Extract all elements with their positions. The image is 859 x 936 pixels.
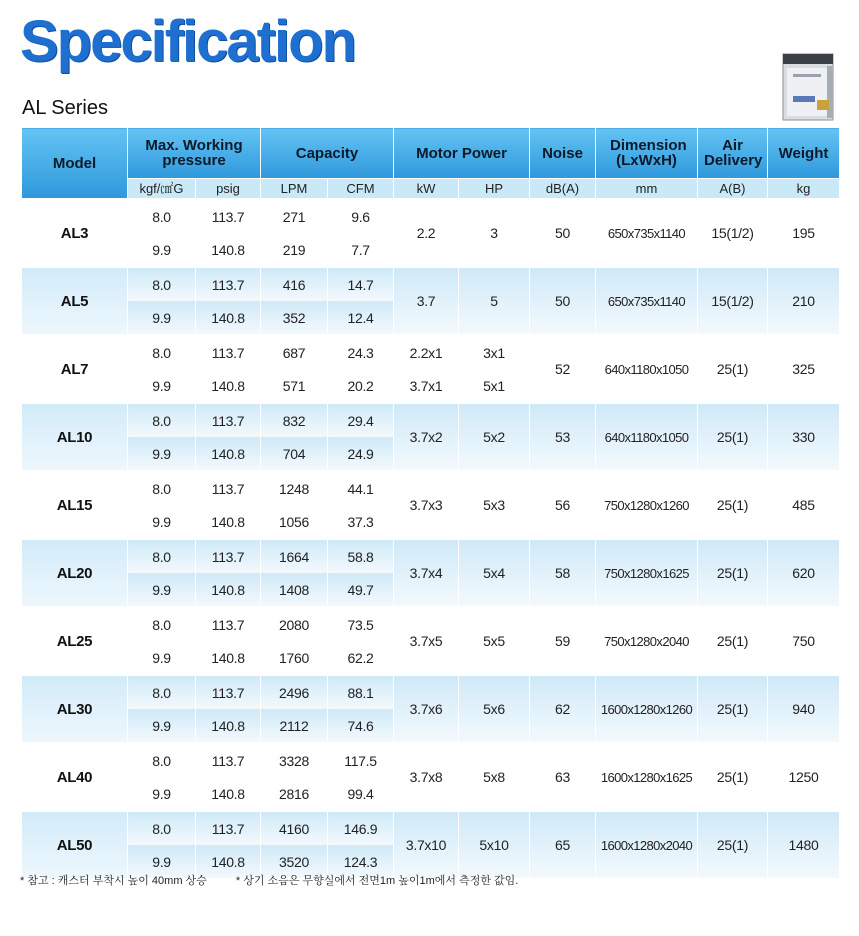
weight-cell: 325 [768, 335, 840, 403]
pressure-psig-cell: 140.8 [196, 369, 261, 403]
pressure-kgf-cell: 8.0 [128, 539, 196, 573]
capacity-lpm-cell: 219 [261, 233, 328, 267]
capacity-lpm-cell: 352 [261, 301, 328, 335]
capacity-cfm-cell: 20.2 [328, 369, 394, 403]
capacity-cfm-cell: 37.3 [328, 505, 394, 539]
capacity-cfm-cell: 124.3 [328, 845, 394, 878]
unit-dba: dB(A) [530, 179, 596, 200]
noise-cell: 50 [530, 199, 596, 267]
capacity-cfm-cell: 14.7 [328, 267, 394, 301]
dimension-cell: 1600x1280x1625 [596, 743, 698, 811]
weight-cell: 210 [768, 267, 840, 335]
capacity-cfm-cell: 7.7 [328, 233, 394, 267]
dimension-cell: 1600x1280x2040 [596, 811, 698, 878]
capacity-lpm-cell: 1408 [261, 573, 328, 607]
pressure-psig-cell: 140.8 [196, 301, 261, 335]
pressure-kgf-cell: 8.0 [128, 743, 196, 777]
motor-hp-cell: 5x8 [459, 743, 530, 811]
air-delivery-cell: 25(1) [698, 675, 768, 743]
pressure-psig-cell: 113.7 [196, 199, 261, 233]
noise-cell: 59 [530, 607, 596, 675]
pressure-kgf-cell: 9.9 [128, 777, 196, 811]
pressure-kgf-cell: 8.0 [128, 607, 196, 641]
motor-hp-cell: 3 [459, 199, 530, 267]
pressure-kgf-cell: 9.9 [128, 369, 196, 403]
header-capacity: Capacity [261, 128, 394, 179]
capacity-lpm-cell: 1056 [261, 505, 328, 539]
capacity-cfm-cell: 99.4 [328, 777, 394, 811]
motor-kw-cell: 3.7x10 [394, 811, 459, 878]
model-cell: AL10 [22, 403, 128, 471]
capacity-cfm-cell: 146.9 [328, 811, 394, 845]
pressure-psig-cell: 140.8 [196, 233, 261, 267]
motor-kw-cell: 3.7x4 [394, 539, 459, 607]
pressure-kgf-cell: 8.0 [128, 403, 196, 437]
pressure-psig-cell: 113.7 [196, 743, 261, 777]
pressure-kgf-cell: 9.9 [128, 845, 196, 878]
dimension-cell: 650x735x1140 [596, 267, 698, 335]
pressure-kgf-cell: 9.9 [128, 641, 196, 675]
capacity-lpm-cell: 2080 [261, 607, 328, 641]
motor-kw-cell: 3.7 [394, 267, 459, 335]
pressure-psig-cell: 140.8 [196, 777, 261, 811]
dimension-cell: 640x1180x1050 [596, 403, 698, 471]
motor-kw-cell: 2.2x1 [394, 335, 459, 369]
table-row [22, 607, 840, 641]
noise-cell: 63 [530, 743, 596, 811]
model-cell: AL30 [22, 675, 128, 743]
capacity-cfm-cell: 24.9 [328, 437, 394, 471]
capacity-cfm-cell: 24.3 [328, 335, 394, 369]
dimension-cell: 750x1280x1260 [596, 471, 698, 539]
pressure-kgf-cell: 9.9 [128, 709, 196, 743]
unit-psig: psig [196, 179, 261, 200]
pressure-kgf-cell: 9.9 [128, 505, 196, 539]
pressure-kgf-cell: 9.9 [128, 301, 196, 335]
model-cell: AL15 [22, 471, 128, 539]
pressure-psig-cell: 140.8 [196, 845, 261, 878]
pressure-psig-cell: 113.7 [196, 539, 261, 573]
table-row [22, 267, 840, 301]
air-delivery-cell: 25(1) [698, 471, 768, 539]
model-cell: AL40 [22, 743, 128, 811]
noise-cell: 65 [530, 811, 596, 878]
motor-kw-cell: 3.7x8 [394, 743, 459, 811]
header-model: Model [22, 128, 128, 200]
capacity-lpm-cell: 1760 [261, 641, 328, 675]
capacity-cfm-cell: 73.5 [328, 607, 394, 641]
pressure-kgf-cell: 9.9 [128, 437, 196, 471]
motor-kw-cell: 3.7x6 [394, 675, 459, 743]
weight-cell: 940 [768, 675, 840, 743]
table-row [22, 199, 840, 233]
motor-hp-cell: 3x1 [459, 335, 530, 369]
weight-cell: 750 [768, 607, 840, 675]
footnote-noise: * 상기 소음은 무향실에서 전면1m 높이1m에서 측정한 값임. [235, 875, 519, 887]
pressure-psig-cell: 113.7 [196, 607, 261, 641]
motor-hp-cell: 5 [459, 267, 530, 335]
air-delivery-cell: 25(1) [698, 743, 768, 811]
pressure-kgf-cell: 8.0 [128, 267, 196, 301]
unit-hp: HP [459, 179, 530, 200]
weight-cell: 485 [768, 471, 840, 539]
capacity-lpm-cell: 2112 [261, 709, 328, 743]
pressure-kgf-cell: 8.0 [128, 811, 196, 845]
noise-cell: 56 [530, 471, 596, 539]
capacity-lpm-cell: 4160 [261, 811, 328, 845]
motor-kw-cell: 3.7x1 [394, 369, 459, 403]
capacity-lpm-cell: 704 [261, 437, 328, 471]
table-header [22, 128, 840, 200]
capacity-lpm-cell: 416 [261, 267, 328, 301]
unit-kg: kg [768, 179, 840, 200]
motor-kw-cell: 3.7x5 [394, 607, 459, 675]
pressure-psig-cell: 113.7 [196, 403, 261, 437]
capacity-lpm-cell: 2496 [261, 675, 328, 709]
pressure-psig-cell: 140.8 [196, 437, 261, 471]
noise-cell: 53 [530, 403, 596, 471]
specification-table [21, 127, 840, 878]
model-cell: AL5 [22, 267, 128, 335]
unit-lpm: LPM [261, 179, 328, 200]
weight-cell: 195 [768, 199, 840, 267]
capacity-cfm-cell: 58.8 [328, 539, 394, 573]
pressure-psig-cell: 140.8 [196, 641, 261, 675]
capacity-cfm-cell: 49.7 [328, 573, 394, 607]
table-row [22, 743, 840, 777]
unit-cfm: CFM [328, 179, 394, 200]
capacity-cfm-cell: 9.6 [328, 199, 394, 233]
air-delivery-cell: 25(1) [698, 607, 768, 675]
header-air-delivery: Air Delivery [698, 128, 768, 179]
footnotes [20, 872, 544, 888]
pressure-psig-cell: 113.7 [196, 267, 261, 301]
capacity-lpm-cell: 1248 [261, 471, 328, 505]
header-pressure: Max. Working pressure [128, 128, 261, 179]
capacity-cfm-cell: 44.1 [328, 471, 394, 505]
unit-ab: A(B) [698, 179, 768, 200]
motor-kw-cell: 2.2 [394, 199, 459, 267]
capacity-lpm-cell: 3328 [261, 743, 328, 777]
capacity-lpm-cell: 2816 [261, 777, 328, 811]
dimension-cell: 640x1180x1050 [596, 335, 698, 403]
dimension-cell: 750x1280x2040 [596, 607, 698, 675]
pressure-kgf-cell: 8.0 [128, 335, 196, 369]
table-row [22, 675, 840, 709]
capacity-cfm-cell: 74.6 [328, 709, 394, 743]
motor-hp-cell: 5x2 [459, 403, 530, 471]
noise-cell: 50 [530, 267, 596, 335]
pressure-kgf-cell: 8.0 [128, 471, 196, 505]
model-cell: AL20 [22, 539, 128, 607]
unit-kgf: kgf/㎠G [128, 179, 196, 200]
header-motor-power: Motor Power [394, 128, 530, 179]
pressure-kgf-cell: 9.9 [128, 573, 196, 607]
pressure-psig-cell: 113.7 [196, 675, 261, 709]
table-row [22, 335, 840, 369]
motor-kw-cell: 3.7x2 [394, 403, 459, 471]
pressure-psig-cell: 140.8 [196, 709, 261, 743]
capacity-cfm-cell: 29.4 [328, 403, 394, 437]
motor-hp-cell: 5x6 [459, 675, 530, 743]
pressure-psig-cell: 140.8 [196, 573, 261, 607]
dimension-cell: 750x1280x1625 [596, 539, 698, 607]
capacity-cfm-cell: 117.5 [328, 743, 394, 777]
footnote-caster: * 참고 : 캐스터 부착시 높이 40mm 상승 [20, 875, 207, 887]
table-row [22, 403, 840, 437]
pressure-psig-cell: 140.8 [196, 505, 261, 539]
capacity-lpm-cell: 3520 [261, 845, 328, 878]
capacity-lpm-cell: 271 [261, 199, 328, 233]
noise-cell: 58 [530, 539, 596, 607]
table-body [22, 199, 840, 878]
unit-kw: kW [394, 179, 459, 200]
model-cell: AL7 [22, 335, 128, 403]
pressure-kgf-cell: 9.9 [128, 233, 196, 267]
pressure-kgf-cell: 8.0 [128, 199, 196, 233]
pressure-psig-cell: 113.7 [196, 471, 261, 505]
capacity-lpm-cell: 832 [261, 403, 328, 437]
motor-hp-cell: 5x3 [459, 471, 530, 539]
capacity-cfm-cell: 62.2 [328, 641, 394, 675]
capacity-lpm-cell: 571 [261, 369, 328, 403]
pressure-kgf-cell: 8.0 [128, 675, 196, 709]
dimension-cell: 650x735x1140 [596, 199, 698, 267]
motor-hp-cell: 5x5 [459, 607, 530, 675]
weight-cell: 1480 [768, 811, 840, 878]
page-title: Specification [20, 9, 355, 74]
air-delivery-cell: 25(1) [698, 403, 768, 471]
air-delivery-cell: 25(1) [698, 335, 768, 403]
motor-hp-cell: 5x10 [459, 811, 530, 878]
air-delivery-cell: 15(1/2) [698, 199, 768, 267]
pressure-psig-cell: 113.7 [196, 811, 261, 845]
noise-cell: 52 [530, 335, 596, 403]
air-delivery-cell: 25(1) [698, 539, 768, 607]
weight-cell: 1250 [768, 743, 840, 811]
header-dimension: Dimension (LxWxH) [596, 128, 698, 179]
unit-mm: mm [596, 179, 698, 200]
model-cell: AL25 [22, 607, 128, 675]
pressure-psig-cell: 113.7 [196, 335, 261, 369]
capacity-lpm-cell: 1664 [261, 539, 328, 573]
table-row [22, 539, 840, 573]
table-row [22, 811, 840, 845]
motor-kw-cell: 3.7x3 [394, 471, 459, 539]
air-delivery-cell: 25(1) [698, 811, 768, 878]
model-cell: AL50 [22, 811, 128, 878]
air-delivery-cell: 15(1/2) [698, 267, 768, 335]
dimension-cell: 1600x1280x1260 [596, 675, 698, 743]
motor-hp-cell: 5x1 [459, 369, 530, 403]
model-cell: AL3 [22, 199, 128, 267]
capacity-cfm-cell: 88.1 [328, 675, 394, 709]
noise-cell: 62 [530, 675, 596, 743]
table-row [22, 471, 840, 505]
capacity-lpm-cell: 687 [261, 335, 328, 369]
motor-hp-cell: 5x4 [459, 539, 530, 607]
series-title: AL Series [22, 97, 108, 119]
header-noise: Noise [530, 128, 596, 179]
weight-cell: 620 [768, 539, 840, 607]
weight-cell: 330 [768, 403, 840, 471]
compressor-product-image [777, 50, 839, 124]
header-weight: Weight [768, 128, 840, 179]
capacity-cfm-cell: 12.4 [328, 301, 394, 335]
